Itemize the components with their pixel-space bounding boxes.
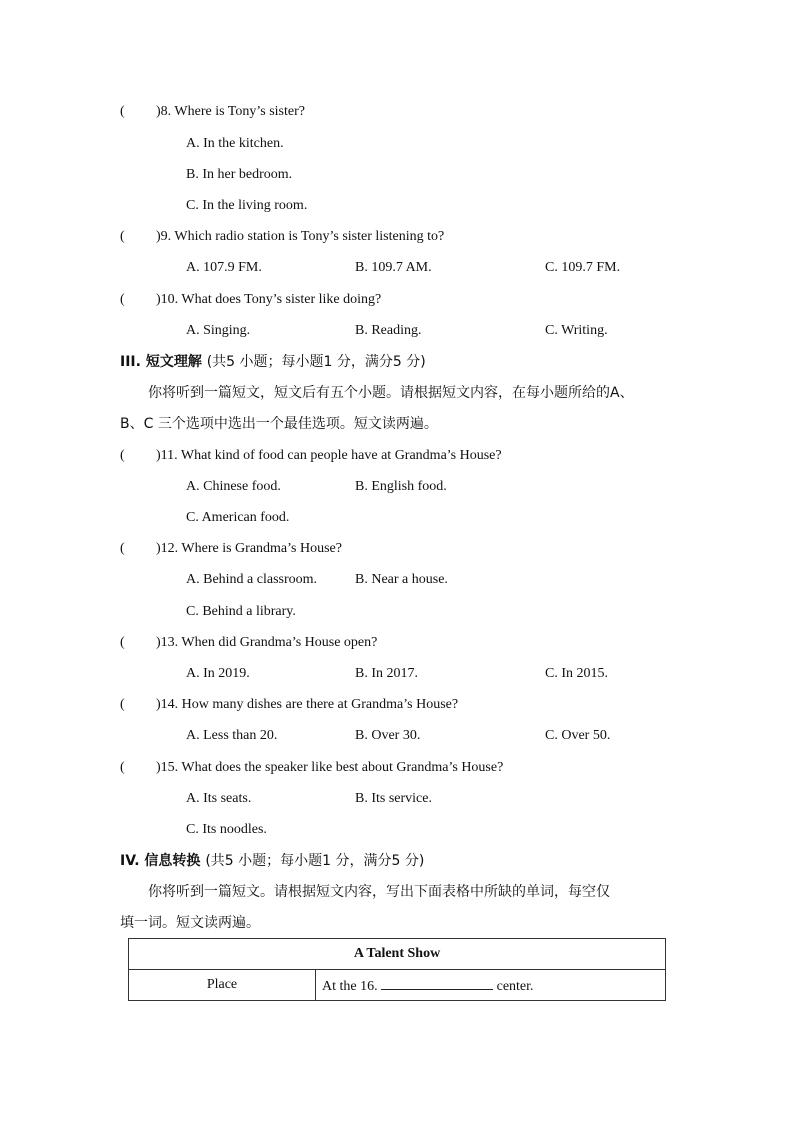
section-4-heading bbox=[120, 851, 424, 871]
answer-paren: ( bbox=[120, 448, 125, 463]
option-a: A. 107.9 FM. bbox=[186, 260, 262, 275]
option-c: C. In 2015. bbox=[545, 666, 608, 681]
section-3-instruction-line-1: 你将听到一篇短文，短文后有五个小题。请根据短文内容，在每小题所给的A、 bbox=[148, 385, 634, 401]
question-text: )12. Where is Grandma’s House? bbox=[156, 541, 342, 556]
row-suffix: center. bbox=[496, 979, 534, 994]
question-text: )15. What does the speaker like best about Grandma’s House? bbox=[156, 760, 504, 775]
question-text: )11. What kind of food can people have at Grandma’s House? bbox=[156, 448, 502, 463]
option-a: A. Less than 20. bbox=[186, 728, 278, 743]
option-a: A. In the kitchen. bbox=[186, 136, 284, 151]
table-title: A Talent Show bbox=[129, 939, 666, 970]
option-a: A. Chinese food. bbox=[186, 479, 281, 494]
question-text: )10. What does Tony’s sister like doing? bbox=[156, 292, 382, 307]
table-row-value bbox=[316, 970, 666, 1001]
section-meta: (共5 小题；每小题1 分，满分5 分) bbox=[206, 354, 426, 370]
option-c: C. In the living room. bbox=[186, 198, 308, 213]
question-10 bbox=[120, 290, 381, 310]
table-header-row bbox=[129, 939, 666, 970]
section-4-instruction-line-1: 你将听到一篇短文。请根据短文内容，写出下面表格中所缺的单词，每空仅 bbox=[148, 884, 610, 900]
question-text: )14. How many dishes are there at Grandma’s House? bbox=[156, 697, 459, 712]
question-11 bbox=[120, 446, 502, 466]
section-3-heading bbox=[120, 352, 426, 372]
answer-paren: ( bbox=[120, 541, 125, 556]
option-b: B. English food. bbox=[355, 479, 447, 494]
option-c: C. Over 50. bbox=[545, 728, 611, 743]
section-meta: (共5 小题；每小题1 分，满分5 分) bbox=[205, 853, 425, 869]
question-text: )13. When did Grandma’s House open? bbox=[156, 635, 378, 650]
question-8 bbox=[120, 102, 305, 122]
question-12 bbox=[120, 539, 342, 559]
answer-paren: ( bbox=[120, 635, 125, 650]
section-4-instruction-line-2: 填一词。短文读两遍。 bbox=[120, 915, 260, 931]
option-c: C. Its noodles. bbox=[186, 822, 267, 837]
answer-paren: ( bbox=[120, 229, 125, 244]
answer-paren: ( bbox=[120, 697, 125, 712]
option-b: B. 109.7 AM. bbox=[355, 260, 432, 275]
option-c: C. Writing. bbox=[545, 323, 608, 338]
answer-blank[interactable] bbox=[381, 975, 493, 990]
option-c: C. 109.7 FM. bbox=[545, 260, 621, 275]
option-a: A. In 2019. bbox=[186, 666, 250, 681]
row-prefix: At the 16. bbox=[322, 979, 378, 994]
option-a: A. Behind a classroom. bbox=[186, 572, 318, 587]
option-b: B. In her bedroom. bbox=[186, 167, 293, 182]
option-b: B. Its service. bbox=[355, 791, 432, 806]
section-3-instruction-line-2: B、C 三个选项中选出一个最佳选项。短文读两遍。 bbox=[120, 416, 438, 432]
option-a: A. Singing. bbox=[186, 323, 251, 338]
option-b: B. Over 30. bbox=[355, 728, 421, 743]
answer-paren: ( bbox=[120, 760, 125, 775]
question-text: )9. Which radio station is Tony’s sister listening to? bbox=[156, 229, 445, 244]
section-title: IV. 信息转换 bbox=[120, 853, 201, 869]
option-b: B. In 2017. bbox=[355, 666, 418, 681]
table-row bbox=[129, 970, 666, 1001]
option-c: C. American food. bbox=[186, 510, 290, 525]
table-row-label: Place bbox=[129, 970, 316, 1001]
option-a: A. Its seats. bbox=[186, 791, 252, 806]
option-b: B. Near a house. bbox=[355, 572, 448, 587]
option-c: C. Behind a library. bbox=[186, 604, 296, 619]
question-text: )8. Where is Tony’s sister? bbox=[156, 104, 305, 119]
section-title: III. 短文理解 bbox=[120, 354, 202, 370]
option-b: B. Reading. bbox=[355, 323, 422, 338]
question-13 bbox=[120, 633, 377, 653]
answer-paren: ( bbox=[120, 104, 125, 119]
question-9 bbox=[120, 227, 444, 247]
question-15 bbox=[120, 758, 503, 778]
answer-paren: ( bbox=[120, 292, 125, 307]
question-14 bbox=[120, 695, 458, 715]
talent-show-table bbox=[128, 938, 666, 1001]
